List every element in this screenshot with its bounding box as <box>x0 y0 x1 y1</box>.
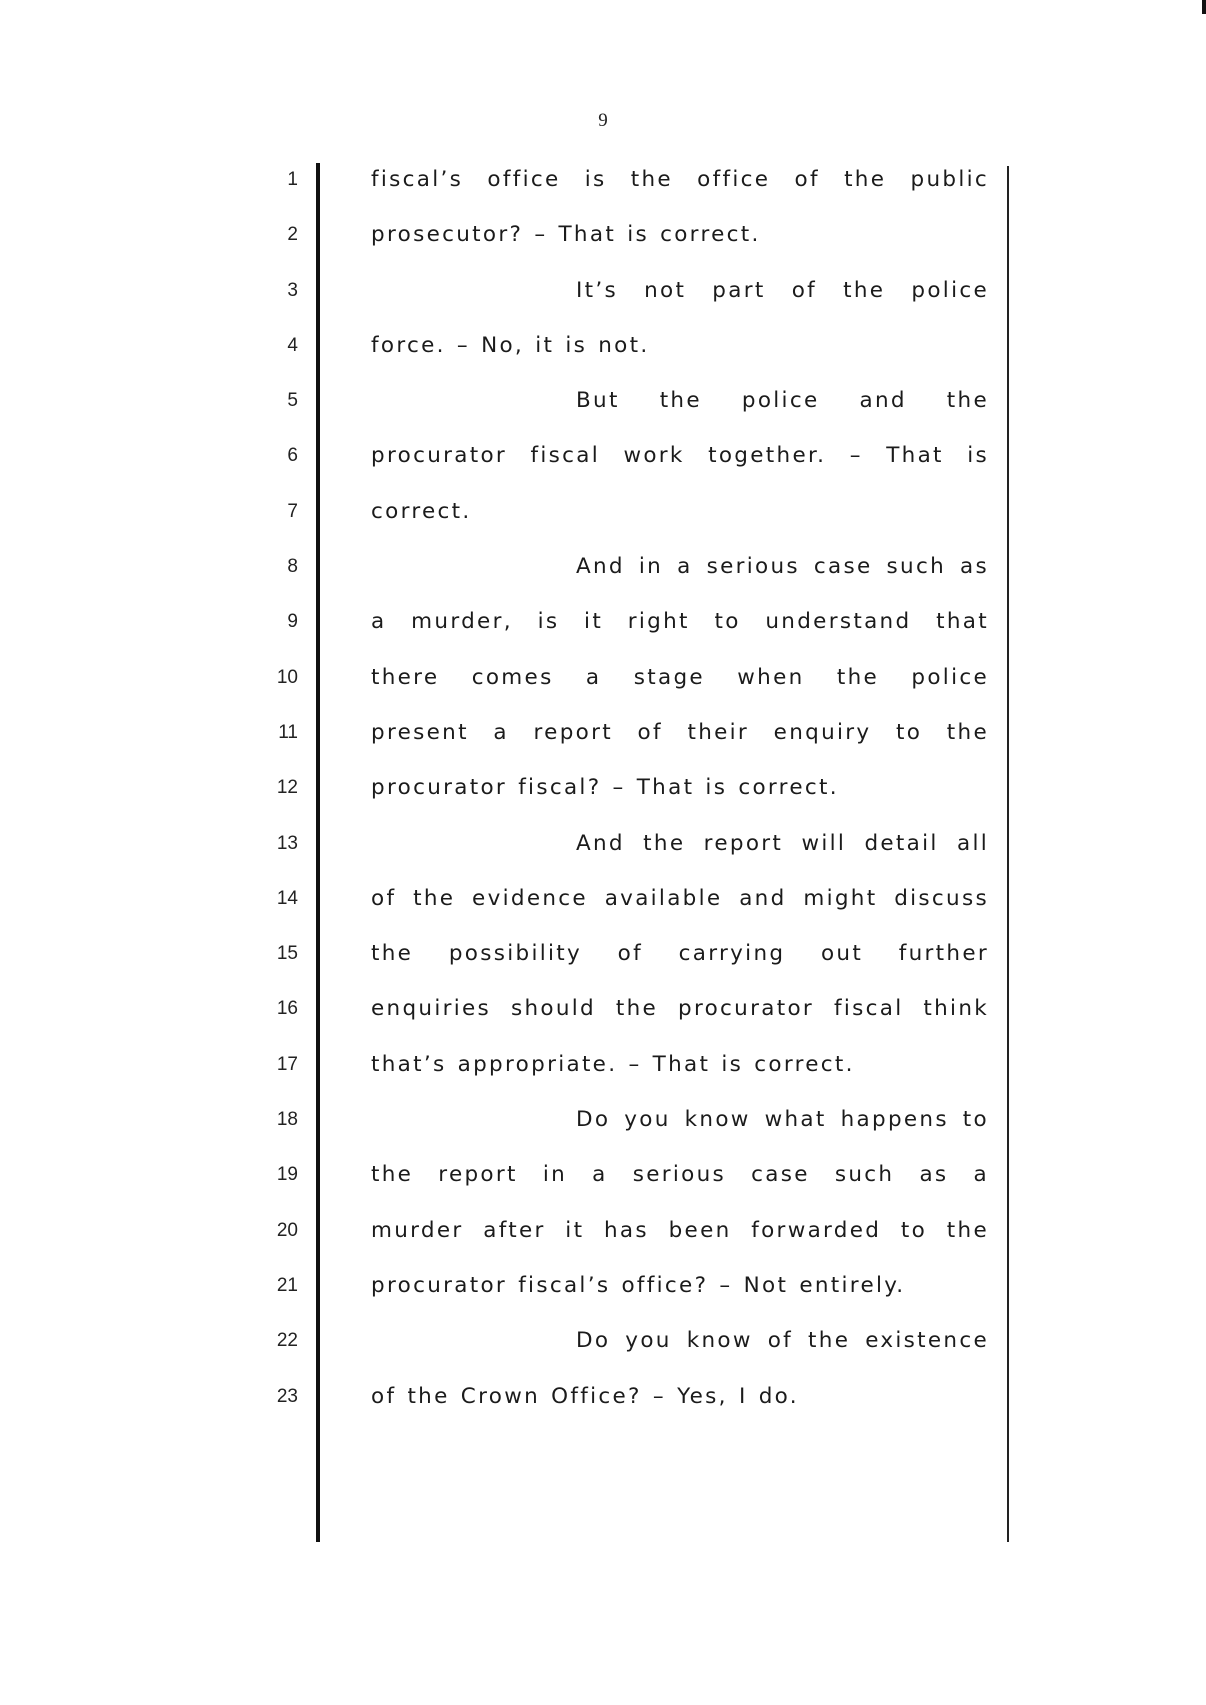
line-number: 14 <box>276 887 298 909</box>
line-text: fiscal’s office is the office of the public <box>371 167 989 192</box>
line-text: prosecutor? – That is correct. <box>371 222 761 248</box>
line-text: a murder, is it right to understand that <box>371 609 989 635</box>
transcript-line <box>0 760 1206 815</box>
line-text: that’s appropriate. – That is correct. <box>371 1051 855 1077</box>
transcript-line <box>0 373 1206 428</box>
line-number: 16 <box>276 998 298 1020</box>
line-number: 1 <box>287 169 298 190</box>
line-text: of the evidence available and might discuss <box>371 885 989 911</box>
line-text: procurator fiscal? – That is correct. <box>371 775 839 801</box>
line-number: 4 <box>287 334 298 356</box>
transcript-lines <box>0 152 1206 1424</box>
transcript-line <box>0 152 1206 207</box>
transcript-line <box>0 1147 1206 1202</box>
line-text: the possibility of carrying out further <box>371 941 989 967</box>
transcript-line <box>0 1203 1206 1258</box>
transcript-line <box>0 650 1206 705</box>
line-text: procurator fiscal’s office? – Not entirely. <box>371 1272 906 1298</box>
line-number: 12 <box>276 777 298 799</box>
line-number: 10 <box>276 666 298 688</box>
line-text: there comes a stage when the police <box>371 664 989 690</box>
line-number: 19 <box>276 1164 298 1186</box>
line-number: 5 <box>287 390 298 412</box>
line-number: 13 <box>276 832 298 854</box>
line-text: Do you know of the existence <box>576 1328 989 1354</box>
line-text: And in a serious case such as <box>576 554 989 580</box>
transcript-line <box>0 318 1206 373</box>
line-number: 21 <box>276 1274 298 1296</box>
line-number: 9 <box>287 611 298 633</box>
line-text: of the Crown Office? – Yes, I do. <box>371 1383 799 1409</box>
line-number: 2 <box>287 224 298 246</box>
line-text: correct. <box>371 498 472 524</box>
transcript-line <box>0 428 1206 483</box>
line-text: murder after it has been forwarded to the <box>371 1217 989 1243</box>
transcript-line <box>0 1313 1206 1368</box>
line-number: 3 <box>287 279 298 301</box>
line-text: present a report of their enquiry to the <box>371 719 989 745</box>
transcript-line <box>0 1092 1206 1147</box>
transcript-line <box>0 1369 1206 1424</box>
line-number: 11 <box>278 721 298 743</box>
line-text: procurator fiscal work together. – That is <box>371 443 989 469</box>
transcript-line <box>0 871 1206 926</box>
line-text: Do you know what happens to <box>576 1107 989 1133</box>
line-text: the report in a serious case such as a <box>371 1162 989 1188</box>
transcript-line <box>0 207 1206 262</box>
transcript-line <box>0 1258 1206 1313</box>
line-number: 15 <box>276 943 298 965</box>
line-number: 18 <box>276 1109 298 1131</box>
line-number: 7 <box>287 500 298 522</box>
page-number: 9 <box>598 110 608 131</box>
line-text: But the police and the <box>576 388 989 414</box>
line-text: enquiries should the procurator fiscal think <box>371 996 989 1022</box>
transcript-line <box>0 981 1206 1036</box>
transcript-line <box>0 594 1206 649</box>
line-number: 23 <box>276 1385 298 1407</box>
line-number: 22 <box>276 1330 298 1352</box>
line-text: And the report will detail all <box>576 830 989 856</box>
transcript-line <box>0 816 1206 871</box>
transcript-line <box>0 539 1206 594</box>
transcript-line <box>0 1037 1206 1092</box>
line-number: 20 <box>276 1219 298 1241</box>
transcript-line <box>0 705 1206 760</box>
line-number: 17 <box>276 1053 298 1075</box>
line-number: 8 <box>287 556 298 578</box>
transcript-line <box>0 263 1206 318</box>
line-text: It’s not part of the police <box>576 277 989 303</box>
scan-corner-mark <box>1202 0 1206 14</box>
line-text: force. – No, it is not. <box>371 332 650 358</box>
transcript-line <box>0 484 1206 539</box>
transcript-line <box>0 926 1206 981</box>
line-number: 6 <box>287 445 298 467</box>
